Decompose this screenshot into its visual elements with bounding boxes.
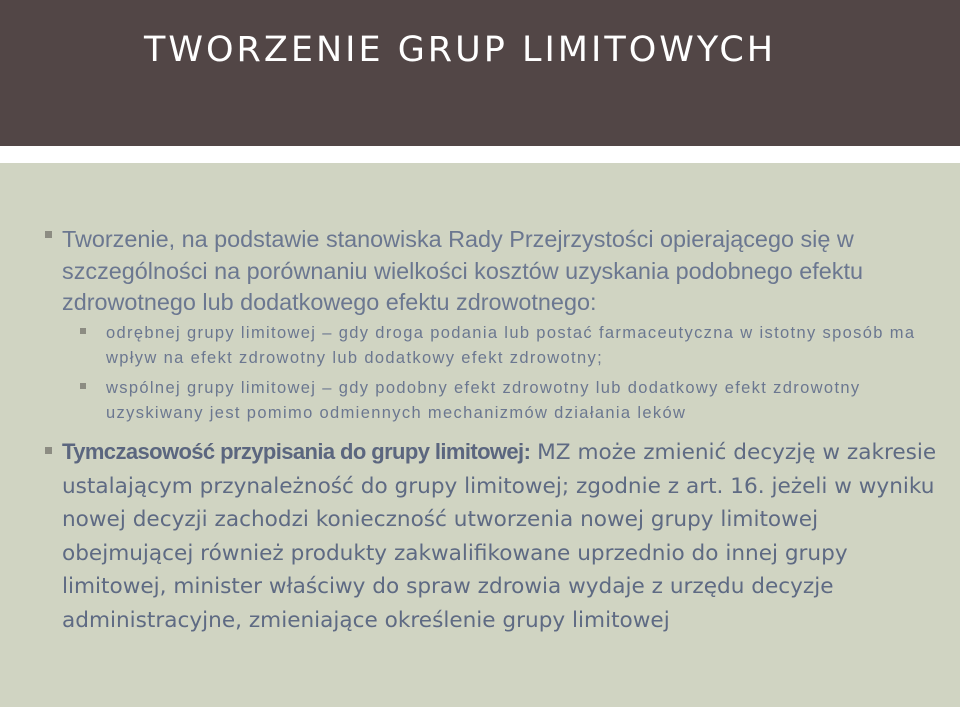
sub-bullet-square-icon xyxy=(80,383,86,389)
bullet-square-icon xyxy=(45,447,52,454)
sub-item-1-text: odrębnej grupy limitowej – gdy droga podania lub postać farmaceutyczna w istotny sposób ma wpływ na efekt zdrowotny lub dodatkowy efekt zdrowotny; xyxy=(106,324,916,367)
sub-bullet-square-icon xyxy=(80,328,86,334)
sub-item-2-text: wspólnej grupy limitowej – gdy podobny efekt zdrowotny lub dodatkowy efekt zdrowotny uzyskiwany jest pomimo odmiennych mechanizmów działania leków xyxy=(106,379,861,422)
slide-title: TWORZENIE GRUP LIMITOWYCH xyxy=(144,30,777,70)
bullet-2-body: MZ może zmienić decyzję w zakresie ustalającym przynależność do grupy limitowej; zgodnie z art. 16. jeżeli w wyniku nowej decyzji zachodzi konieczność utworzenia nowej grupy limitowej obejmującej również produkty zakwalifikowane uprzednio do innej grupy limitowej, minister właściwy do spraw zdrowia wydaje z urzędu decyzje administracyjne, zmieniające określenie grupy limitowej xyxy=(62,440,937,633)
bullet-square-icon xyxy=(45,231,52,238)
bullet-2-text xyxy=(62,435,952,637)
bullet-2-lead: Tymczasowość przypisania do grupy limitowej: xyxy=(62,439,531,464)
bullet-1-text: Tworzenie, na podstawie stanowiska Rady Przejrzystości opierającego się w szczególności na porównaniu wielkości kosztów uzyskania podobnego efektu zdrowotnego lub dodatkowego efektu zdrowotnego: xyxy=(62,226,863,315)
title-bar xyxy=(0,0,960,146)
